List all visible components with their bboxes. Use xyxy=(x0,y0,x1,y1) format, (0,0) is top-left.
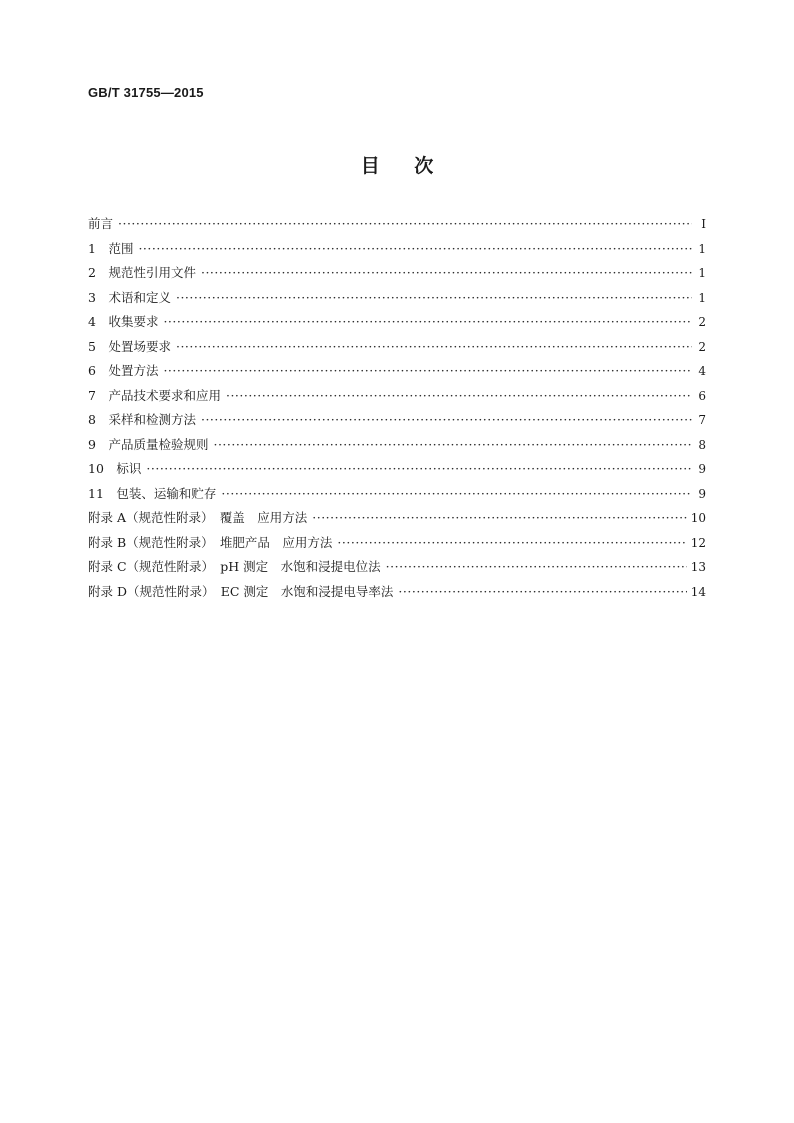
toc-entry-foreword[interactable] xyxy=(88,214,706,239)
toc-entry-page: 13 xyxy=(690,560,706,574)
toc-leader-dots xyxy=(176,290,692,305)
toc-entry-page: 10 xyxy=(690,511,706,525)
toc-leader-dots xyxy=(163,314,692,329)
toc-entry-label: 10 标识 xyxy=(88,461,142,476)
toc-entry-6[interactable] xyxy=(88,361,706,386)
toc-entry-2[interactable] xyxy=(88,263,706,288)
toc-entry-label: 6 处置方法 xyxy=(88,363,159,378)
toc-entry-appendix-a[interactable] xyxy=(88,508,706,533)
toc-entry-label: 附录 B（规范性附录） 堆肥产品 应用方法 xyxy=(88,534,333,550)
toc-entry-5[interactable] xyxy=(88,337,706,362)
toc-entry-label: 5 处置场要求 xyxy=(88,338,171,354)
toc-entry-page: 7 xyxy=(698,413,706,427)
toc-entry-page: 2 xyxy=(698,315,706,329)
toc-leader-dots xyxy=(386,559,687,574)
toc-entry-8[interactable] xyxy=(88,410,706,435)
toc-entry-appendix-b[interactable] xyxy=(88,533,706,558)
toc-entry-page: 4 xyxy=(698,364,706,378)
toc-entry-label: 附录 C（规范性附录） pH 测定 水饱和浸提电位法 xyxy=(88,559,381,574)
toc-entry-label: 前言 xyxy=(88,216,114,231)
toc-leader-dots xyxy=(221,486,692,501)
toc-entry-label: 11 包装、运输和贮存 xyxy=(88,485,217,501)
toc-entry-3[interactable] xyxy=(88,288,706,313)
toc-entry-page: 14 xyxy=(690,584,706,599)
toc-entry-11[interactable] xyxy=(88,484,706,509)
toc-leader-dots xyxy=(226,388,692,403)
toc-entry-label: 附录 D（规范性附录） EC 测定 水饱和浸提电导率法 xyxy=(88,583,394,599)
toc-leader-dots xyxy=(398,584,686,599)
toc-leader-dots xyxy=(138,241,692,256)
toc-entry-appendix-d[interactable] xyxy=(88,582,706,607)
toc-entry-page: Ⅰ xyxy=(701,217,706,231)
toc-entry-label: 1 范围 xyxy=(88,240,134,256)
toc-leader-dots xyxy=(146,461,692,476)
toc-entry-page: 9 xyxy=(698,462,706,476)
toc-entry-label: 附录 A（规范性附录） 覆盖 应用方法 xyxy=(88,510,308,525)
toc-leader-dots xyxy=(176,339,692,354)
toc-entry-page: 1 xyxy=(698,290,706,305)
toc-entry-appendix-c[interactable] xyxy=(88,557,706,582)
toc-entry-page: 6 xyxy=(698,388,706,403)
toc-leader-dots xyxy=(213,437,692,452)
page-title: 目 次 xyxy=(360,155,448,177)
toc-entry-label: 9 产品质量检验规则 xyxy=(88,436,209,452)
toc-leader-dots xyxy=(201,265,692,280)
toc-entry-label: 3 术语和定义 xyxy=(88,289,171,305)
toc-leader-dots xyxy=(337,535,686,550)
toc-entry-page: 2 xyxy=(698,339,706,354)
toc-entry-4[interactable] xyxy=(88,312,706,337)
toc-leader-dots xyxy=(118,216,692,231)
toc-entry-page: 8 xyxy=(698,437,706,452)
standard-code: GB/T 31755—2015 xyxy=(88,85,204,100)
toc-entry-page: 1 xyxy=(698,241,706,256)
toc-entry-page: 12 xyxy=(690,535,706,550)
toc-leader-dots xyxy=(163,363,692,378)
toc-entry-7[interactable] xyxy=(88,386,706,411)
toc-entry-page: 1 xyxy=(698,266,706,280)
toc-entry-label: 4 收集要求 xyxy=(88,314,159,329)
toc-entry-label: 7 产品技术要求和应用 xyxy=(88,387,221,403)
toc-entry-1[interactable] xyxy=(88,239,706,264)
toc-entry-label: 8 采样和检测方法 xyxy=(88,412,196,427)
toc-entry-10[interactable] xyxy=(88,459,706,484)
toc-entry-9[interactable] xyxy=(88,435,706,460)
toc-entry-label: 2 规范性引用文件 xyxy=(88,265,196,280)
toc-leader-dots xyxy=(312,510,686,525)
toc-leader-dots xyxy=(201,412,692,427)
table-of-contents xyxy=(88,214,706,606)
toc-entry-page: 9 xyxy=(698,486,706,501)
